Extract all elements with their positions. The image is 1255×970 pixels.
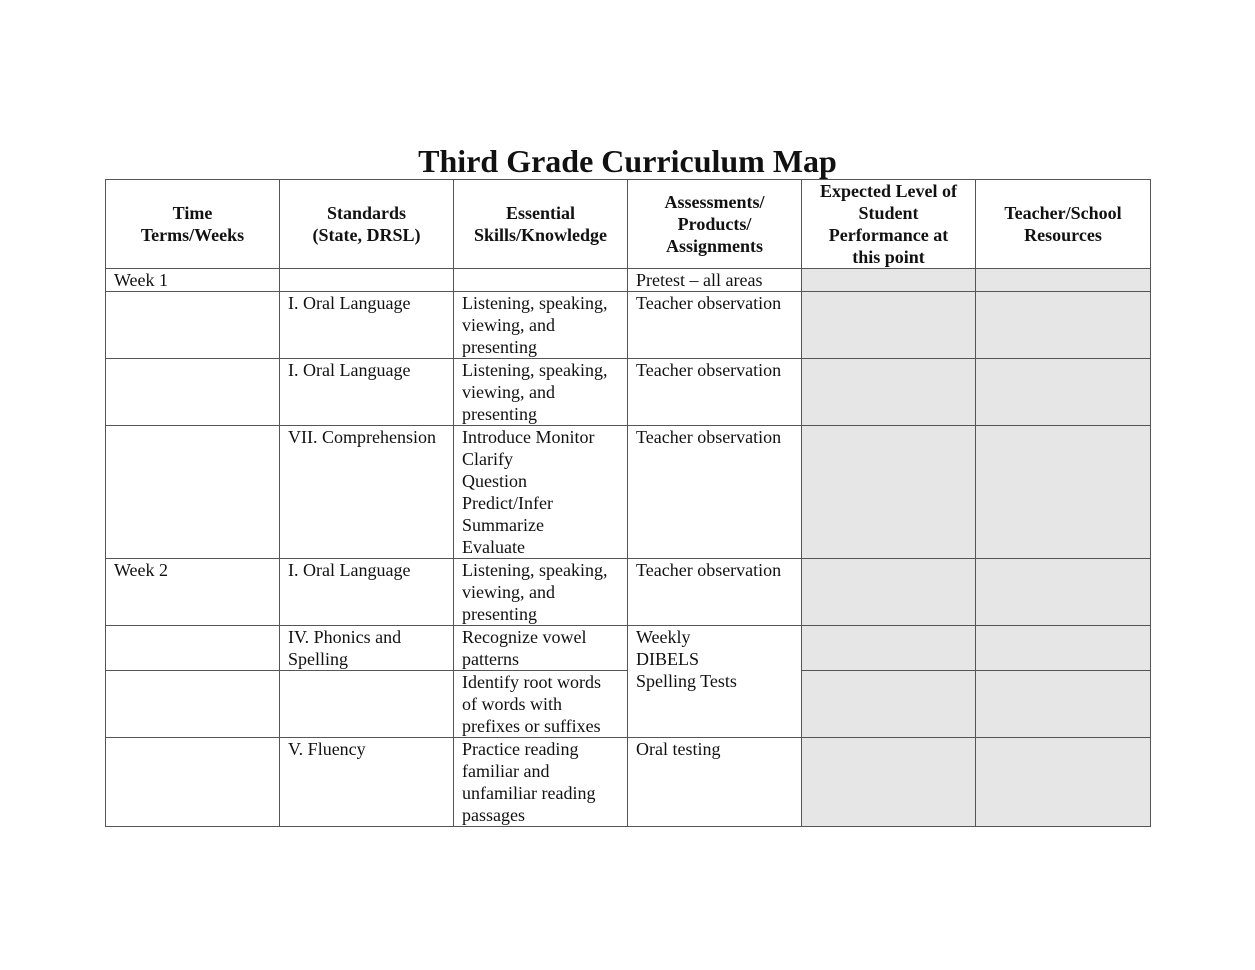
standard-cell (280, 269, 454, 292)
resources-cell (976, 626, 1151, 671)
expected-level-cell (802, 426, 976, 559)
header-row (106, 180, 1151, 269)
skill-cell: Practice reading familiar and unfamiliar reading passages (454, 738, 628, 827)
header-expected-level: Expected Level of Student Performance at this point (802, 180, 976, 269)
time-cell (106, 426, 280, 559)
resources-cell (976, 559, 1151, 626)
skill-cell: Listening, speaking, viewing, and presenting (454, 359, 628, 426)
table-row (106, 292, 1151, 359)
assessment-cell: Weekly DIBELS Spelling Tests (628, 626, 802, 738)
skill-cell: Introduce Monitor Clarify Question Predict/Infer Summarize Evaluate (454, 426, 628, 559)
standard-cell (280, 671, 454, 738)
standard-cell: I. Oral Language (280, 359, 454, 426)
header-standards: Standards (State, DRSL) (280, 180, 454, 269)
assessment-cell: Teacher observation (628, 426, 802, 559)
assessment-cell: Teacher observation (628, 559, 802, 626)
expected-level-cell (802, 738, 976, 827)
time-cell: Week 1 (106, 269, 280, 292)
curriculum-table (105, 179, 1151, 827)
skill-cell (454, 269, 628, 292)
resources-cell (976, 269, 1151, 292)
table-row (106, 426, 1151, 559)
standard-cell: I. Oral Language (280, 292, 454, 359)
expected-level-cell (802, 292, 976, 359)
time-cell (106, 738, 280, 827)
time-cell (106, 292, 280, 359)
header-time: Time Terms/Weeks (106, 180, 280, 269)
table-row (106, 738, 1151, 827)
resources-cell (976, 738, 1151, 827)
page-title: Third Grade Curriculum Map (418, 143, 837, 179)
expected-level-cell (802, 359, 976, 426)
assessment-cell: Teacher observation (628, 359, 802, 426)
expected-level-cell (802, 671, 976, 738)
standard-cell: VII. Comprehension (280, 426, 454, 559)
table-row (106, 626, 1151, 671)
skill-cell: Recognize vowel patterns (454, 626, 628, 671)
header-skills: Essential Skills/Knowledge (454, 180, 628, 269)
expected-level-cell (802, 626, 976, 671)
header-resources: Teacher/School Resources (976, 180, 1151, 269)
standard-cell: IV. Phonics and Spelling (280, 626, 454, 671)
expected-level-cell (802, 559, 976, 626)
time-cell (106, 626, 280, 671)
assessment-cell: Pretest – all areas (628, 269, 802, 292)
table-row (106, 269, 1151, 292)
assessment-cell: Teacher observation (628, 292, 802, 359)
table-row (106, 559, 1151, 626)
time-cell (106, 359, 280, 426)
resources-cell (976, 292, 1151, 359)
expected-level-cell (802, 269, 976, 292)
standard-cell: I. Oral Language (280, 559, 454, 626)
table-row (106, 359, 1151, 426)
standard-cell: V. Fluency (280, 738, 454, 827)
assessment-cell: Oral testing (628, 738, 802, 827)
skill-cell: Identify root words of words with prefixes or suffixes (454, 671, 628, 738)
resources-cell (976, 671, 1151, 738)
time-cell (106, 671, 280, 738)
skill-cell: Listening, speaking, viewing, and presenting (454, 292, 628, 359)
resources-cell (976, 426, 1151, 559)
skill-cell: Listening, speaking, viewing, and presenting (454, 559, 628, 626)
resources-cell (976, 359, 1151, 426)
header-assessments: Assessments/ Products/ Assignments (628, 180, 802, 269)
time-cell: Week 2 (106, 559, 280, 626)
